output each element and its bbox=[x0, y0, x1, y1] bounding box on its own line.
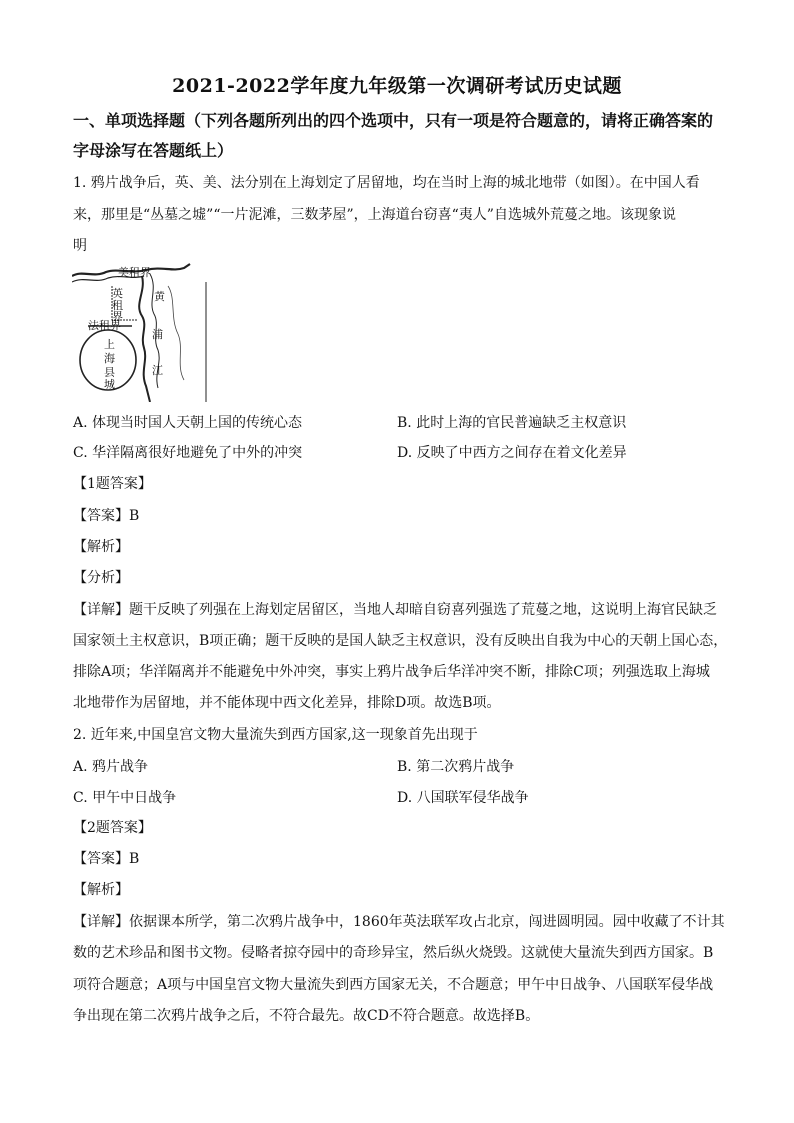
map-label-american: 美租界 bbox=[118, 266, 151, 279]
map-label-river-3: 江 bbox=[152, 364, 163, 377]
map-label-county-1: 上 bbox=[104, 338, 115, 351]
q1-stem-line1: 1. 鸦片战争后，英、美、法分别在上海划定了居留地，均在当时上海的城北地带（如图）。在中国人看 bbox=[73, 175, 700, 191]
map-label-county-4: 城 bbox=[104, 378, 115, 391]
q2-analysis-label: 【解析】 bbox=[73, 882, 129, 898]
q2-option-a: A. 鸦片战争 bbox=[73, 759, 149, 775]
page-title: 2021-2022学年度九年级第一次调研考试历史试题 bbox=[172, 75, 622, 97]
q1-detail-line2: 国家领土主权意识，B项正确；题干反映的是国人缺乏主权意识，没有反映出自我为中心的天朝上国心态， bbox=[73, 633, 728, 649]
q1-option-b: B. 此时上海的官民普遍缺乏主权意识 bbox=[397, 415, 627, 431]
shanghai-concession-map bbox=[72, 262, 208, 402]
q2-option-d: D. 八国联军侵华战争 bbox=[397, 790, 529, 806]
q2-stem: 2. 近年来,中国皇宫文物大量流失到西方国家,这一现象首先出现于 bbox=[73, 727, 478, 743]
map-label-french: 法租界 bbox=[88, 319, 121, 332]
q1-option-c: C. 华洋隔离很好地避免了中外的冲突 bbox=[73, 445, 303, 461]
q2-detail-line1: 【详解】依据课本所学，第二次鸦片战争中，1860年英法联军攻占北京，闯进圆明园。园中收藏了不计其 bbox=[73, 914, 725, 930]
map-label-british-1: 英 bbox=[112, 287, 123, 300]
map-label-british-2: 租 bbox=[112, 299, 123, 312]
q1-answer: 【答案】B bbox=[73, 508, 140, 524]
q1-fenxi-label: 【分析】 bbox=[73, 570, 129, 586]
q1-stem-line3: 明 bbox=[73, 238, 87, 254]
q1-detail-line3: 排除A项；华洋隔离并不能避免中外冲突，事实上鸦片战争后华洋冲突不断，排除C项；列强选取上海城 bbox=[73, 664, 710, 680]
q2-option-c: C. 甲午中日战争 bbox=[73, 790, 177, 806]
q1-detail-line4: 北地带作为居留地，并不能体现中西文化差异，排除D项。故选B项。 bbox=[73, 695, 501, 711]
map-label-river-2: 浦 bbox=[152, 328, 163, 341]
q2-detail-line2: 数的艺术珍品和图书文物。侵略者掠夺园中的奇珍异宝，然后纵火烧毁。这就使大量流失到西方国家。B bbox=[73, 945, 714, 961]
map-label-river-1: 黄 bbox=[154, 290, 165, 303]
q1-stem-line2: 来，那里是“丛墓之墟”“一片泥滩，三数茅屋”，上海道台窃喜“夷人”自选城外荒蔓之地。该现象说 bbox=[73, 207, 676, 223]
q1-option-a: A. 体现当时国人天朝上国的传统心态 bbox=[73, 415, 303, 431]
q2-option-b: B. 第二次鸦片战争 bbox=[397, 759, 515, 775]
map-label-british-3: 界 bbox=[112, 310, 123, 323]
q2-detail-line4: 争出现在第二次鸦片战争之后，不符合最先。故CD不符合题意。故选择B。 bbox=[73, 1008, 540, 1024]
q1-analysis-label: 【解析】 bbox=[73, 539, 129, 555]
map-label-county-3: 县 bbox=[104, 366, 115, 379]
section-heading-line1: 一、单项选择题（下列各题所列出的四个选项中，只有一项是符合题意的，请将正确答案的 bbox=[73, 111, 714, 130]
map-label-county-2: 海 bbox=[104, 352, 115, 365]
q2-answer: 【答案】B bbox=[73, 851, 140, 867]
q2-answer-header: 【2题答案】 bbox=[73, 820, 152, 836]
q1-option-d: D. 反映了中西方之间存在着文化差异 bbox=[397, 445, 627, 461]
q1-detail-line1: 【详解】题干反映了列强在上海划定居留区，当地人却暗自窃喜列强选了荒蔓之地，这说明上海官民缺乏 bbox=[73, 602, 717, 618]
q1-answer-header: 【1题答案】 bbox=[73, 476, 152, 492]
q2-detail-line3: 项符合题意；A项与中国皇宫文物大量流失到西方国家无关，不合题意；甲午中日战争、八国联军侵华战 bbox=[73, 977, 714, 993]
section-heading-line2: 字母涂写在答题纸上） bbox=[73, 141, 234, 160]
